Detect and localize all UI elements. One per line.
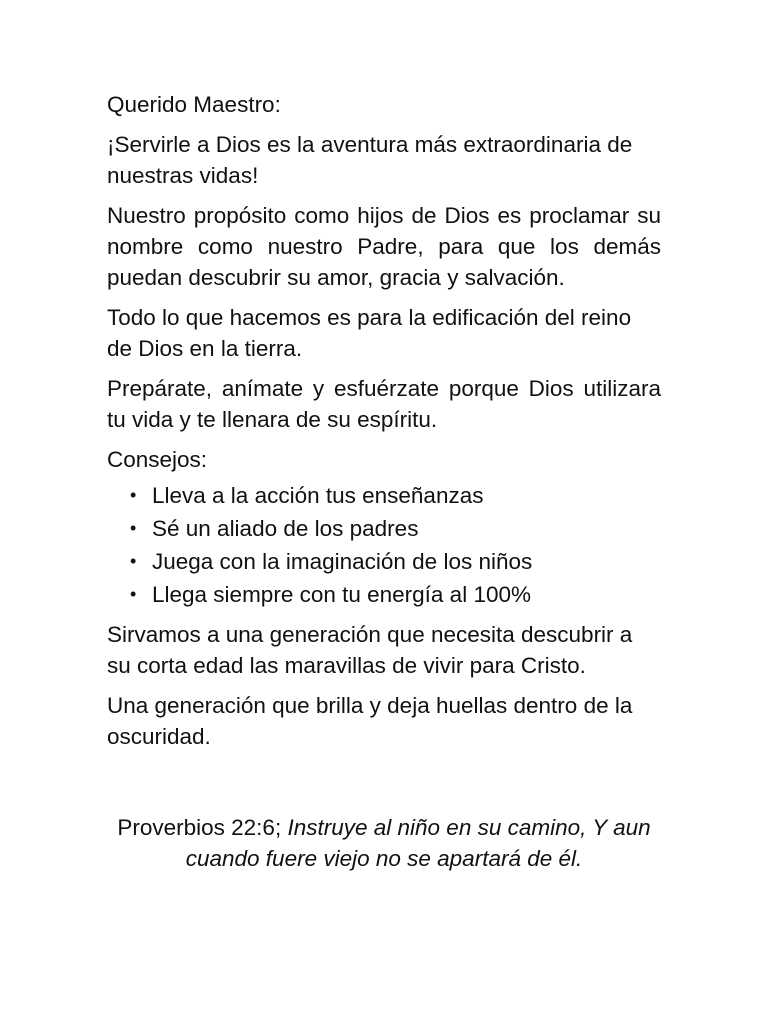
verse-reference: Proverbios 22:6;	[117, 815, 282, 840]
paragraph-generation: Sirvamos a una generación que necesita descubrir a su corta edad las maravillas de vivir para Cristo.	[107, 622, 633, 678]
bullet-icon: •	[130, 584, 137, 604]
tip-text: Lleva a la acción tus enseñanzas	[152, 483, 484, 508]
paragraph-encouragement: Prepárate, anímate y esfuérzate porque Dios utilizara tu vida y te llenara de su espíritu.	[107, 376, 661, 432]
list-item	[107, 545, 661, 578]
tip-text: Sé un aliado de los padres	[152, 516, 419, 541]
paragraph-purpose: Nuestro propósito como hijos de Dios es proclamar su nombre como nuestro Padre, para que los demás puedan descubrir su amor, gracia y salvación.	[107, 203, 661, 290]
verse-quote: Instruye al niño en su camino, Y aun cuando fuere viejo no se apartará de él.	[185, 815, 651, 871]
tip-text: Llega siempre con tu energía al 100%	[152, 582, 531, 607]
bible-verse	[107, 812, 661, 874]
tips-list	[107, 479, 661, 611]
paragraph-kingdom: Todo lo que hacemos es para la edificación del reino de Dios en la tierra.	[107, 305, 632, 361]
bullet-icon: •	[130, 485, 137, 505]
paragraph-intro: ¡Servirle a Dios es la aventura más extraordinaria de nuestras vidas!	[107, 132, 633, 188]
list-item	[107, 512, 661, 545]
bullet-icon: •	[130, 518, 137, 538]
greeting: Querido Maestro:	[107, 92, 281, 117]
bullet-icon: •	[130, 551, 137, 571]
list-item	[107, 578, 661, 611]
tips-heading: Consejos:	[107, 447, 208, 472]
letter-body	[107, 89, 661, 761]
tip-text: Juega con la imaginación de los niños	[152, 549, 533, 574]
list-item	[107, 479, 661, 512]
paragraph-light: Una generación que brilla y deja huellas dentro de la oscuridad.	[107, 693, 633, 749]
